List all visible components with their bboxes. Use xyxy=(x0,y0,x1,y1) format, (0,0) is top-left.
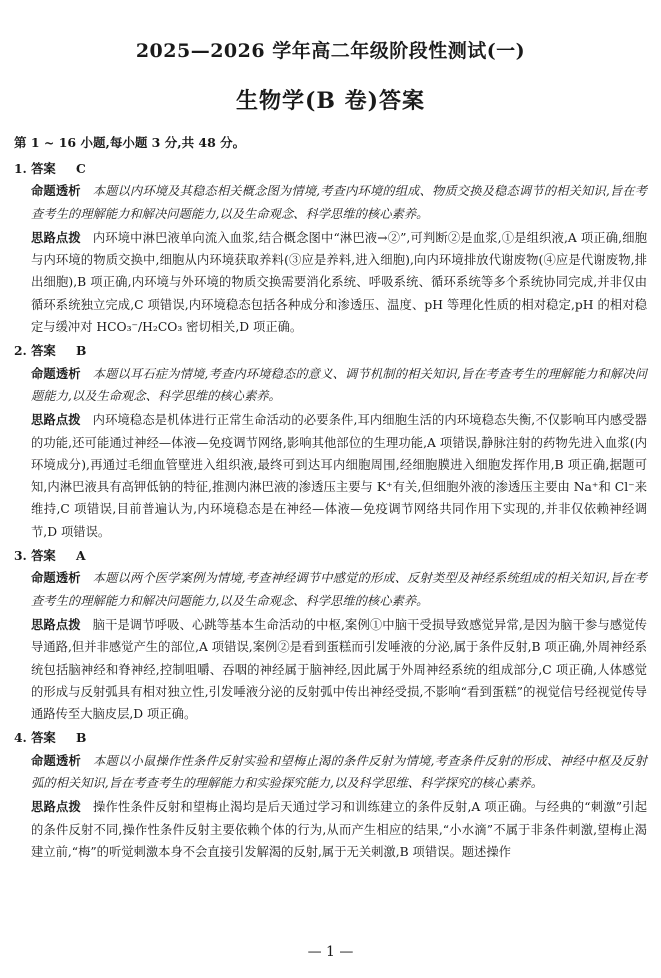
analysis-label: 命题透析 xyxy=(31,183,81,199)
answer-value: B xyxy=(76,730,87,746)
hint-text: 操作性条件反射和望梅止渴均是后天通过学习和训练建立的条件反射,A 项正确。与经典的“刺激”引起的条件反射不同,操作性条件反射主要依赖个体的行为,从而产生相应的结果,“小水滴”不属于非条件刺激,望梅止渴建立前,“梅”的听觉刺激本身不会直接引发解渴的反射,属于无关刺激,B 项错误。题述操作 xyxy=(31,800,647,859)
analysis-text: 本题以小鼠操作性条件反射实验和望梅止渴的条件反射为情境,考查条件反射的形成、神经中枢及反射弧的相关知识,旨在考查考生的理解能力和实验探究能力,以及科学思维、科学探究的核心素养。 xyxy=(31,753,647,791)
hint-text: 内环境稳态是机体进行正常生命活动的必要条件,耳内细胞生活的内环境稳态失衡,不仅影响耳内感受器的功能,还可能通过神经—体液—免疫调节网络,影响其他部位的生理功能,A 项错误,静脉注射的药物先进入血浆(内环境成分),再通过毛细血管壁进入组织液,最终可到达耳内细胞周围,经细胞膜进入细胞发挥作用,B 项正确,据题可知,内淋巴液具有高钾低钠的特征,推测内淋巴液的渗透压主要与 K⁺有关,但细胞外液的渗透压主要由 Na⁺和 Cl⁻来维持,C 项错误,目前普遍认为,内环境稳态是在神经—体液—免疫调节网络共同作用下实现的,并非仅依赖神经调节,D 项错误。 xyxy=(31,413,647,539)
question-header xyxy=(14,340,647,362)
answer-label: 答案 xyxy=(31,161,56,176)
question-2 xyxy=(14,340,647,543)
analysis-label: 命题透析 xyxy=(31,752,82,768)
analysis-text: 本题以内环境及其稳态相关概念图为情境,考查内环境的组成、物质交换及稳态调节的相关知识,旨在考查考生的理解能力和解决问题能力,以及生命观念、科学思维的核心素养。 xyxy=(31,184,647,221)
analysis-paragraph xyxy=(14,567,647,612)
question-number: 3. xyxy=(14,548,27,564)
analysis-paragraph xyxy=(14,363,647,408)
question-3 xyxy=(14,545,647,725)
hint-text: 内环境中淋巴液单向流入血浆,结合概念图中“淋巴液→②”,可判断②是血浆,①是组织液,A 项正确,细胞与内环境的物质交换中,细胞从内环境获取养料(③应是养料,进入细胞),向内环境排放代谢废物(④应是代谢废物,排出细胞),B 项正确,内环境与外环境的物质交换需要消化系统、呼吸系统、循环系统等多个系统协同完成,并非仅由循环系统独立完成,C 项错误,内环境稳态包括各种成分和渗透压、温度、pH 等理化性质的相对稳定,pH 的相对稳定与缓冲对 HCO₃⁻/H₂CO₃ 密切相关,D 项正确。 xyxy=(31,230,647,335)
analysis-paragraph xyxy=(14,180,647,225)
hint-label: 思路点拨 xyxy=(31,799,81,815)
answer-label: 答案 xyxy=(31,730,56,746)
hint-text: 脑干是调节呼吸、心跳等基本生命活动的中枢,案例①中脑干受损导致感觉异常,是因为脑干参与感觉传导通路,但并非感觉产生的部位,A 项错误,案例②是看到蛋糕而引发唾液的分泌,属于条件反射,B 项正确,外周神经系统包括脑神经和脊神经,控制咀嚼、吞咽的神经属于脑神经,因此属于外周神经系统的组成部分,C 项正确,人体感觉的形成与反射弧具有相对独立性,引发唾液分泌的反射弧中传出神经受损,不影响“看到蛋糕”的视觉信号经视觉传导通路传至大脑皮层,D 项正确。 xyxy=(31,617,647,722)
analysis-paragraph xyxy=(14,750,647,795)
answer-value: A xyxy=(76,548,86,564)
hint-paragraph xyxy=(14,227,647,338)
question-number: 1. xyxy=(14,161,27,176)
question-number: 2. xyxy=(14,343,27,359)
answer-label: 答案 xyxy=(31,343,56,359)
answer-value: C xyxy=(76,161,86,176)
analysis-label: 命题透析 xyxy=(31,365,81,381)
exam-title: 2025—2026 学年高二年级阶段性测试(一) xyxy=(135,40,526,62)
hint-label: 思路点拨 xyxy=(31,229,81,245)
answer-label: 答案 xyxy=(31,548,56,564)
page-number: — 1 — xyxy=(307,944,354,960)
question-4 xyxy=(14,727,647,863)
answer-body xyxy=(14,158,647,865)
analysis-text: 本题以两个医学案例为情境,考查神经调节中感觉的形成、反射类型及神经系统组成的相关知识,旨在考查考生的理解能力和解决问题能力,以及生命观念、科学思维的核心素养。 xyxy=(31,571,647,608)
exam-subtitle: 生物学(B 卷)答案 xyxy=(235,88,426,114)
hint-paragraph xyxy=(14,409,647,543)
hint-label: 思路点拨 xyxy=(31,412,81,428)
question-header xyxy=(14,727,647,749)
analysis-text: 本题以耳石症为情境,考查内环境稳态的意义、调节机制的相关知识,旨在考查考生的理解能力和解决问题能力,以及生命观念、科学思维的核心素养。 xyxy=(31,366,647,403)
question-header xyxy=(14,158,647,180)
section-intro: 第 1 ~ 16 小题,每小题 3 分,共 48 分。 xyxy=(14,135,246,150)
hint-label: 思路点拨 xyxy=(31,616,81,632)
analysis-label: 命题透析 xyxy=(31,570,81,586)
hint-paragraph xyxy=(14,796,647,863)
hint-paragraph xyxy=(14,614,647,725)
question-number: 4. xyxy=(14,730,27,746)
question-1 xyxy=(14,158,647,338)
question-header xyxy=(14,545,647,567)
answer-value: B xyxy=(76,343,87,359)
